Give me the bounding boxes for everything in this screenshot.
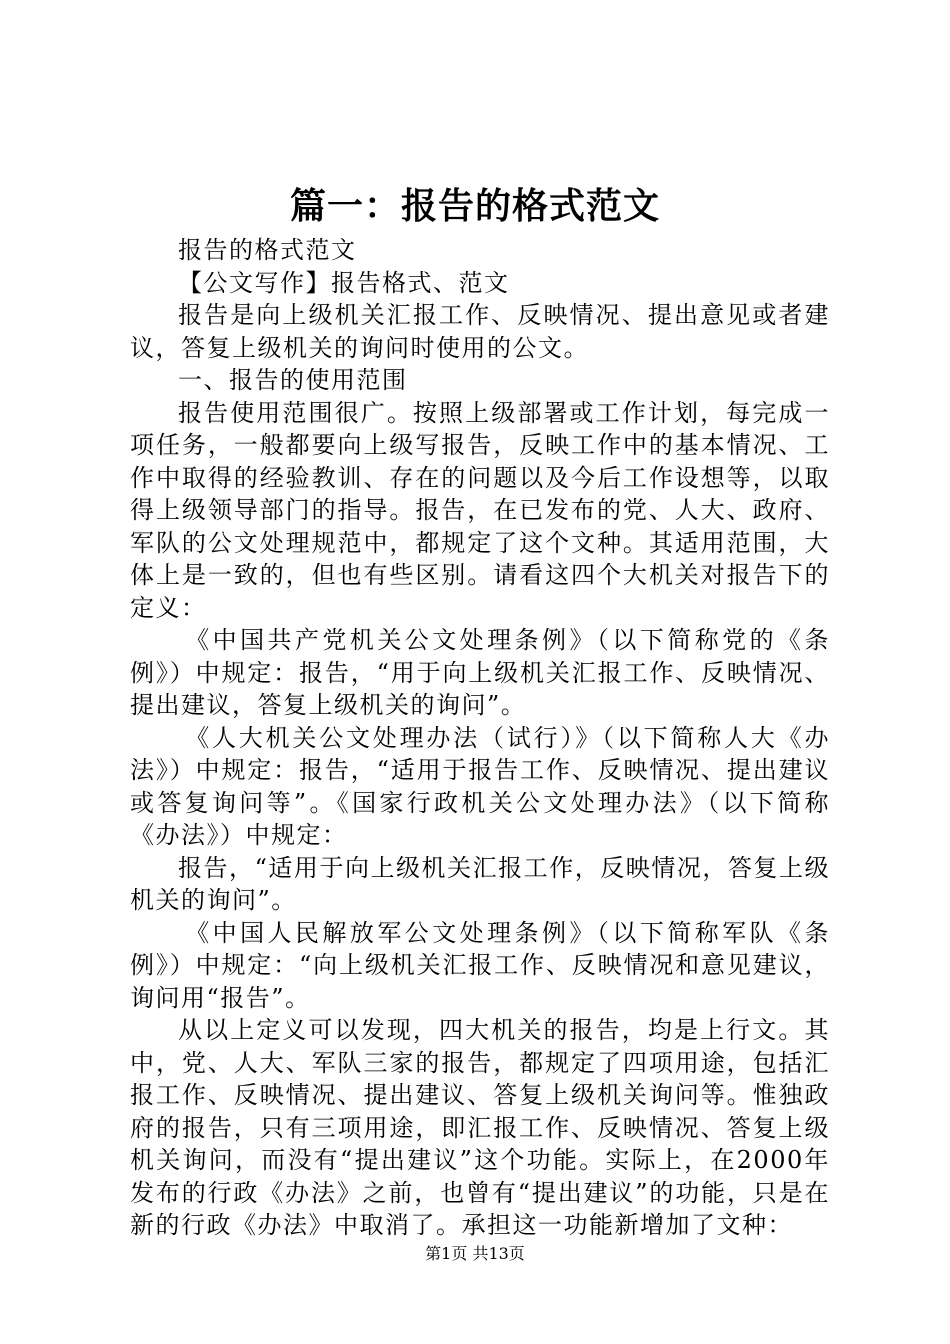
paragraph-army-rule: 《中国人民解放军公文处理条例》（以下简称军队《条例》）中规定：“向上级机关汇报工作、反映情况和意见建议，询问用“报告”。 — [130, 918, 830, 1012]
paragraph-category: 【公文写作】报告格式、范文 — [178, 268, 510, 297]
paragraph-party-rule: 《中国共产党机关公文处理条例》（以下简称党的《条例》）中规定：报告，“用于向上级机关汇报工作、反映情况、提出建议，答复上级机关的询问”。 — [130, 626, 830, 719]
document-title: 篇一：报告的格式范文 — [289, 186, 660, 227]
paragraph-scope: 报告使用范围很广。按照上级部署或工作计划，每完成一项任务，一般都要向上级写报告，反映工作中的基本情况、工作中取得的经验教训、存在的问题以及今后工作设想等，以取得上级领导部门的指导。报告，在已发布的党、人大、政府、军队的公文处理规范中，都规定了这个文种。其适用范围，大体上是一致的，但也有些区别。请看这四个大机关对报告下的定义： — [130, 398, 830, 622]
paragraph-subtitle: 报告的格式范文 — [178, 236, 357, 264]
document-body — [130, 234, 830, 1242]
section-heading: 一、报告的使用范围 — [178, 366, 408, 394]
paragraph-definition: 报告是向上级机关汇报工作、反映情况、提出意见或者建议，答复上级机关的询问时使用的公文。 — [130, 301, 830, 362]
paragraph-analysis: 从以上定义可以发现，四大机关的报告，均是上行文。其中，党、人大、军队三家的报告，都规定了四项用途，包括汇报工作、反映情况、提出建议、答复上级机关询问等。惟独政府的报告，只有三项用途，即汇报工作、反映情况、答复上级机关询问，而没有“提出建议”这个功能。实际上，在2000年发布的行政《办法》之前，也曾有“提出建议”的功能，只是在新的行政《办法》中取消了。承担这一功能新增加了文种： — [130, 1016, 830, 1239]
page-footer: 第1页 共13页 — [425, 1244, 525, 1263]
paragraph-npc-rule: 《人大机关公文处理办法（试行）》（以下简称人大《办法》）中规定：报告，“适用于报告工作、反映情况、提出建议或答复询问等”。《国家行政机关公文处理办法》（以下简称《办法》）中规定： — [130, 723, 830, 849]
paragraph-gov-rule: 报告，“适用于向上级机关汇报工作，反映情况，答复上级机关的询问”。 — [130, 853, 830, 914]
